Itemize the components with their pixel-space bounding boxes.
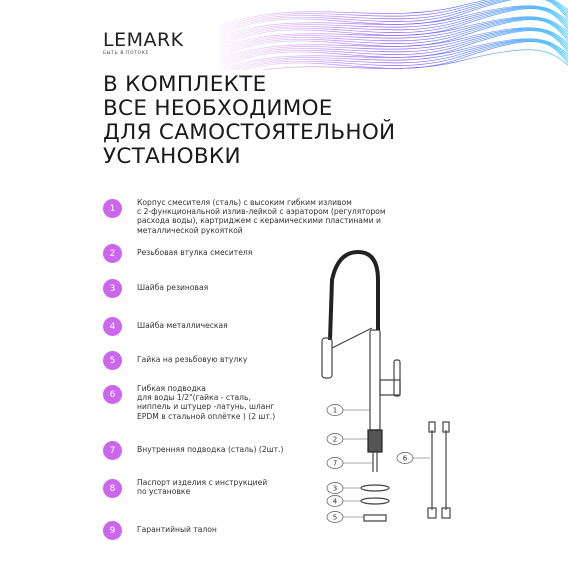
item-description-line: Гарантийный талон xyxy=(137,525,217,534)
item-number-badge: 7 xyxy=(103,441,122,460)
wave-line xyxy=(220,17,568,50)
page-title xyxy=(103,73,503,169)
metal-washer xyxy=(361,498,389,504)
wave-line xyxy=(220,0,568,26)
item-description-line: EPDM в стальной оплётке ) (2 шт.) xyxy=(137,411,276,421)
callout-label: 5 xyxy=(332,513,338,522)
faucet-illustration xyxy=(320,240,460,530)
callout-label: 4 xyxy=(332,497,338,506)
title-line-1: В КОМПЛЕКТЕ xyxy=(103,72,267,97)
wave-line xyxy=(220,41,568,70)
handle-lever xyxy=(394,360,400,396)
rubber-washer xyxy=(361,485,389,491)
item-description-line: Внутренняя подводка (сталь) (2шт.) xyxy=(137,445,284,454)
title-line-3: ДЛЯ САМОСТОЯТЕЛЬНОЙ xyxy=(103,120,396,145)
spout-holder xyxy=(332,328,372,348)
title-line-4: УСТАНОВКИ xyxy=(103,144,241,169)
wave-line xyxy=(220,28,568,61)
item-number-badge: 2 xyxy=(103,244,122,263)
item-number-badge: 5 xyxy=(103,351,122,370)
decorative-waves xyxy=(220,0,568,70)
callout-label: 7 xyxy=(332,459,338,468)
item-description-line: расхода воды), картриджем с керамическими пластинами и xyxy=(137,216,381,226)
callout-label: 2 xyxy=(332,435,338,444)
handle-base xyxy=(380,380,400,395)
title-line-2: ВСЕ НЕОБХОДИМОЕ xyxy=(103,96,333,121)
item-description-line: Гайка на резьбовую втулку xyxy=(137,355,248,364)
item-number-badge: 3 xyxy=(103,279,122,298)
brand-tagline: БЫТЬ В ПОТОКЕ xyxy=(103,51,149,56)
item-description-line: для воды 1/2"(гайка - сталь, xyxy=(137,393,251,403)
item-number-badge: 4 xyxy=(103,317,122,336)
item-description-line: по установке xyxy=(137,487,191,497)
threaded-shank xyxy=(368,430,382,452)
item-description-line: Гибкая подводка xyxy=(137,384,206,393)
nut xyxy=(364,515,386,521)
callout-label: 3 xyxy=(332,484,338,493)
item-description-line: Корпус смесителя (сталь) с высоким гибким изливом xyxy=(137,198,352,207)
item-description-line: Шайба резиновая xyxy=(137,283,209,292)
item-description xyxy=(137,198,437,235)
spray-head xyxy=(322,338,332,378)
item-number-badge: 8 xyxy=(103,479,122,498)
faucet-body xyxy=(370,330,380,430)
item-description-line: Резьбовая втулка смесителя xyxy=(137,248,253,257)
item-description-line: Паспорт изделия с инструкцией xyxy=(137,478,268,487)
brand-logo xyxy=(103,30,184,56)
item-description-line: ниппель и штуцер -латунь, шланг xyxy=(137,402,275,412)
wave-line xyxy=(220,6,568,39)
item-description-line: с 2-функциональной излив-лейкой с аэратором (регулятором xyxy=(137,207,386,217)
item-number-badge: 9 xyxy=(103,521,122,540)
item-number-badge: 1 xyxy=(103,199,122,218)
item-description-line: Шайба металлическая xyxy=(137,321,228,330)
callout-label: 6 xyxy=(402,454,408,463)
callout-label: 1 xyxy=(332,406,338,415)
faucet-spout xyxy=(330,252,378,340)
brand-name: LEMARK xyxy=(103,29,184,51)
item-description-line: металлической рукояткой xyxy=(137,225,243,235)
item-number-badge: 6 xyxy=(103,385,122,404)
